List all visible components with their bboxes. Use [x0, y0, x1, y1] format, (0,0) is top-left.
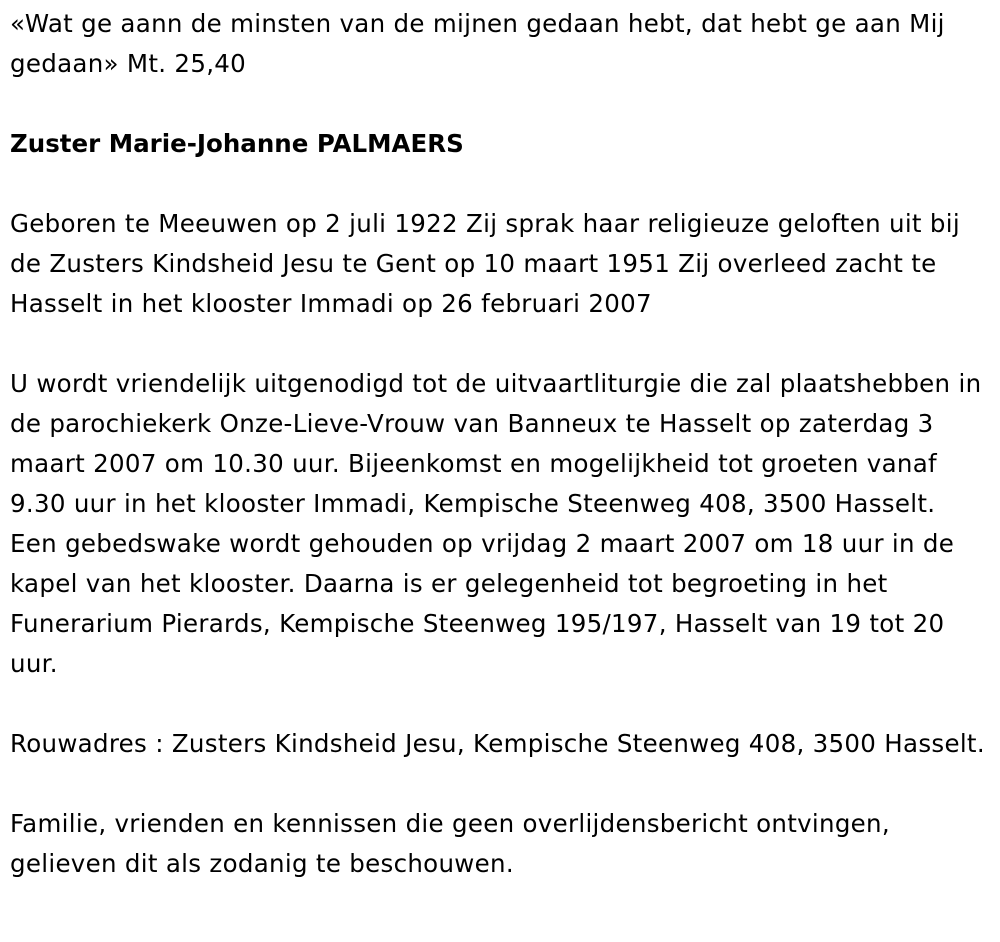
biography-paragraph: Geboren te Meeuwen op 2 juli 1922 Zij sprak haar religieuze geloften uit bij de Zusters Kindsheid Jesu te Gent op 10 maart 1951 Zij overleed zacht te Hasselt in het klooster Immadi op 26 februari 2007 — [10, 209, 960, 318]
mourning-address: Rouwadres : Zusters Kindsheid Jesu, Kempische Steenweg 408, 3500 Hasselt. — [10, 729, 985, 758]
closing-note: Familie, vrienden en kennissen die geen overlijdensbericht ontvingen, gelieven dit als zodanig te beschouwen. — [10, 809, 890, 878]
funeral-invitation-paragraph: U wordt vriendelijk uitgenodigd tot de uitvaartliturgie die zal plaatshebben in de parochiekerk Onze-Lieve-Vrouw van Banneux te Hasselt op zaterdag 3 maart 2007 om 10.30 uur. Bijeenkomst en mogelijkheid tot groeten vanaf 9.30 uur in het klooster Immadi, Kempische Steenweg 408, 3500 Hasselt. Een gebedswake wordt gehouden op vrijdag 2 maart 2007 om 18 uur in de kapel van het klooster. Daarna is er gelegenheid tot begroeting in het Funerarium Pierards, Kempische Steenweg 195/197, Hasselt van 19 tot 20 uur. — [10, 369, 982, 678]
epigraph-quote: «Wat ge aann de minsten van de mijnen gedaan hebt, dat hebt ge aan Mij gedaan» Mt. 25,40 — [10, 9, 945, 78]
deceased-name: Zuster Marie-Johanne PALMAERS — [10, 129, 464, 158]
